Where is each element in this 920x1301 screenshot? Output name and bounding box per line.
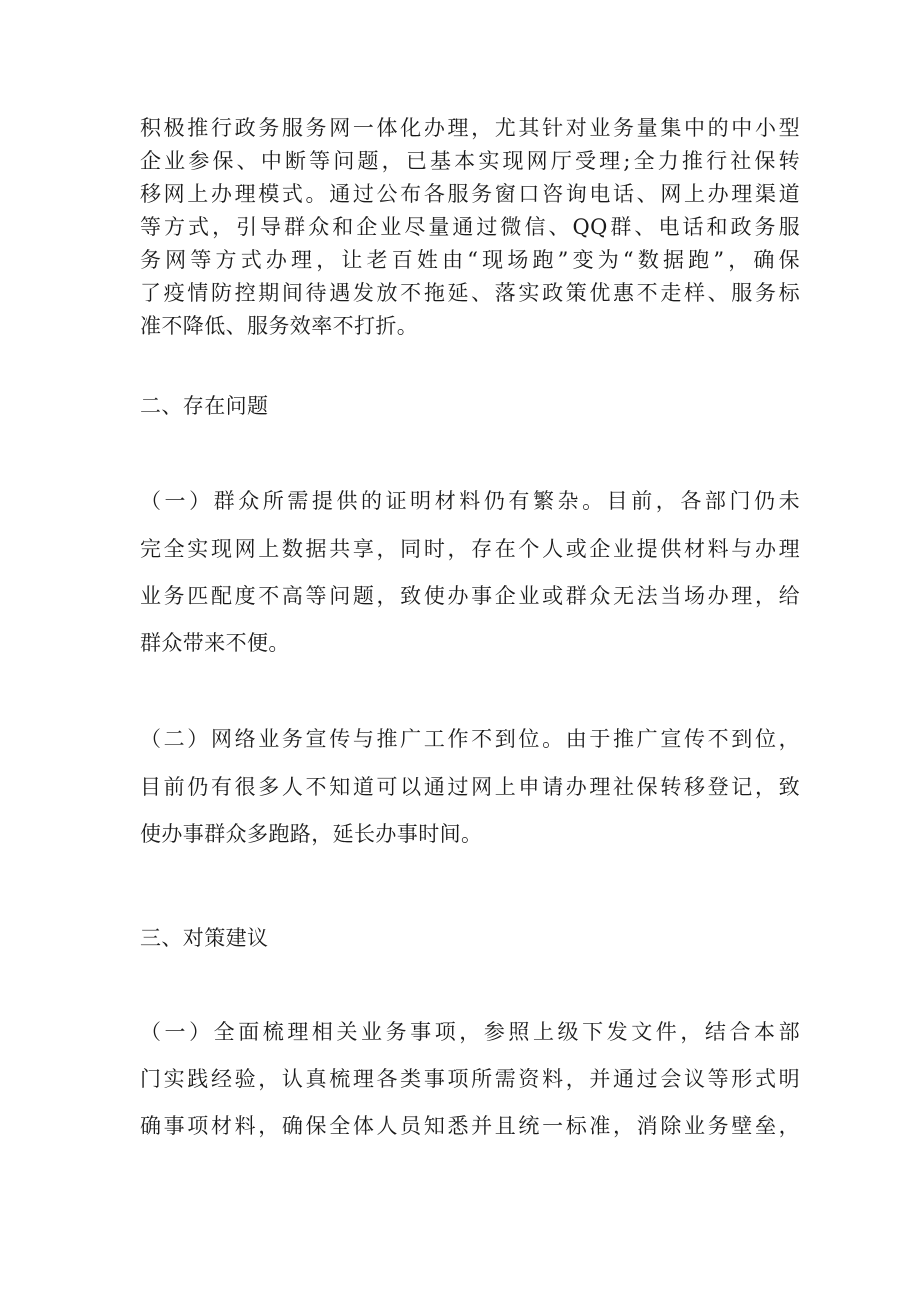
problem-1-line-4: 群众带来不便。 [140,631,290,655]
problem-1-line-1: （一）群众所需提供的证明材料仍有繁杂。目前，各部门仍未 [140,489,800,513]
intro-line-3: 移网上办理模式。通过公布各服务窗口咨询电话、网上办理渠道 [140,182,800,206]
intro-line-1: 积极推行政务服务网一体化办理，尤其针对业务量集中的中小型 [140,116,800,140]
intro-line-7: 准不降低、服务效率不打折。 [140,314,419,338]
intro-line-6: 了疫情防控期间待遇发放不拖延、落实政策优惠不走样、服务标 [140,281,800,305]
problem-2-line-2: 目前仍有很多人不知道可以通过网上申请办理社保转移登记，致 [140,775,800,799]
suggestion-1-line-1: （一）全面梳理相关业务事项，参照上级下发文件，结合本部 [140,1020,800,1044]
suggestion-1-line-3: 确事项材料，确保全体人员知悉并且统一标准，消除业务壁垒， [140,1114,800,1138]
problem-1-line-3: 业务匹配度不高等问题，致使办事企业或群众无法当场办理，给 [140,584,800,608]
problem-2-line-3: 使办事群众多跑路，延长办事时间。 [140,822,483,846]
intro-line-5: 务网等方式办理，让老百姓由“现场跑”变为“数据跑”，确保 [140,248,800,272]
heading-suggestions: 三、对策建议 [140,926,269,950]
heading-problems: 二、存在问题 [140,394,269,418]
intro-line-2: 企业参保、中断等问题，已基本实现网厅受理;全力推行社保转 [140,149,800,173]
problem-2-line-1: （二）网络业务宣传与推广工作不到位。由于推广宣传不到位， [140,727,800,751]
intro-line-4: 等方式，引导群众和企业尽量通过微信、QQ群、电话和政务服 [140,215,800,239]
problem-1-line-2: 完全实现网上数据共享，同时，存在个人或企业提供材料与办理 [140,537,800,561]
suggestion-1-line-2: 门实践经验，认真梳理各类事项所需资料，并通过会议等形式明 [140,1067,800,1091]
